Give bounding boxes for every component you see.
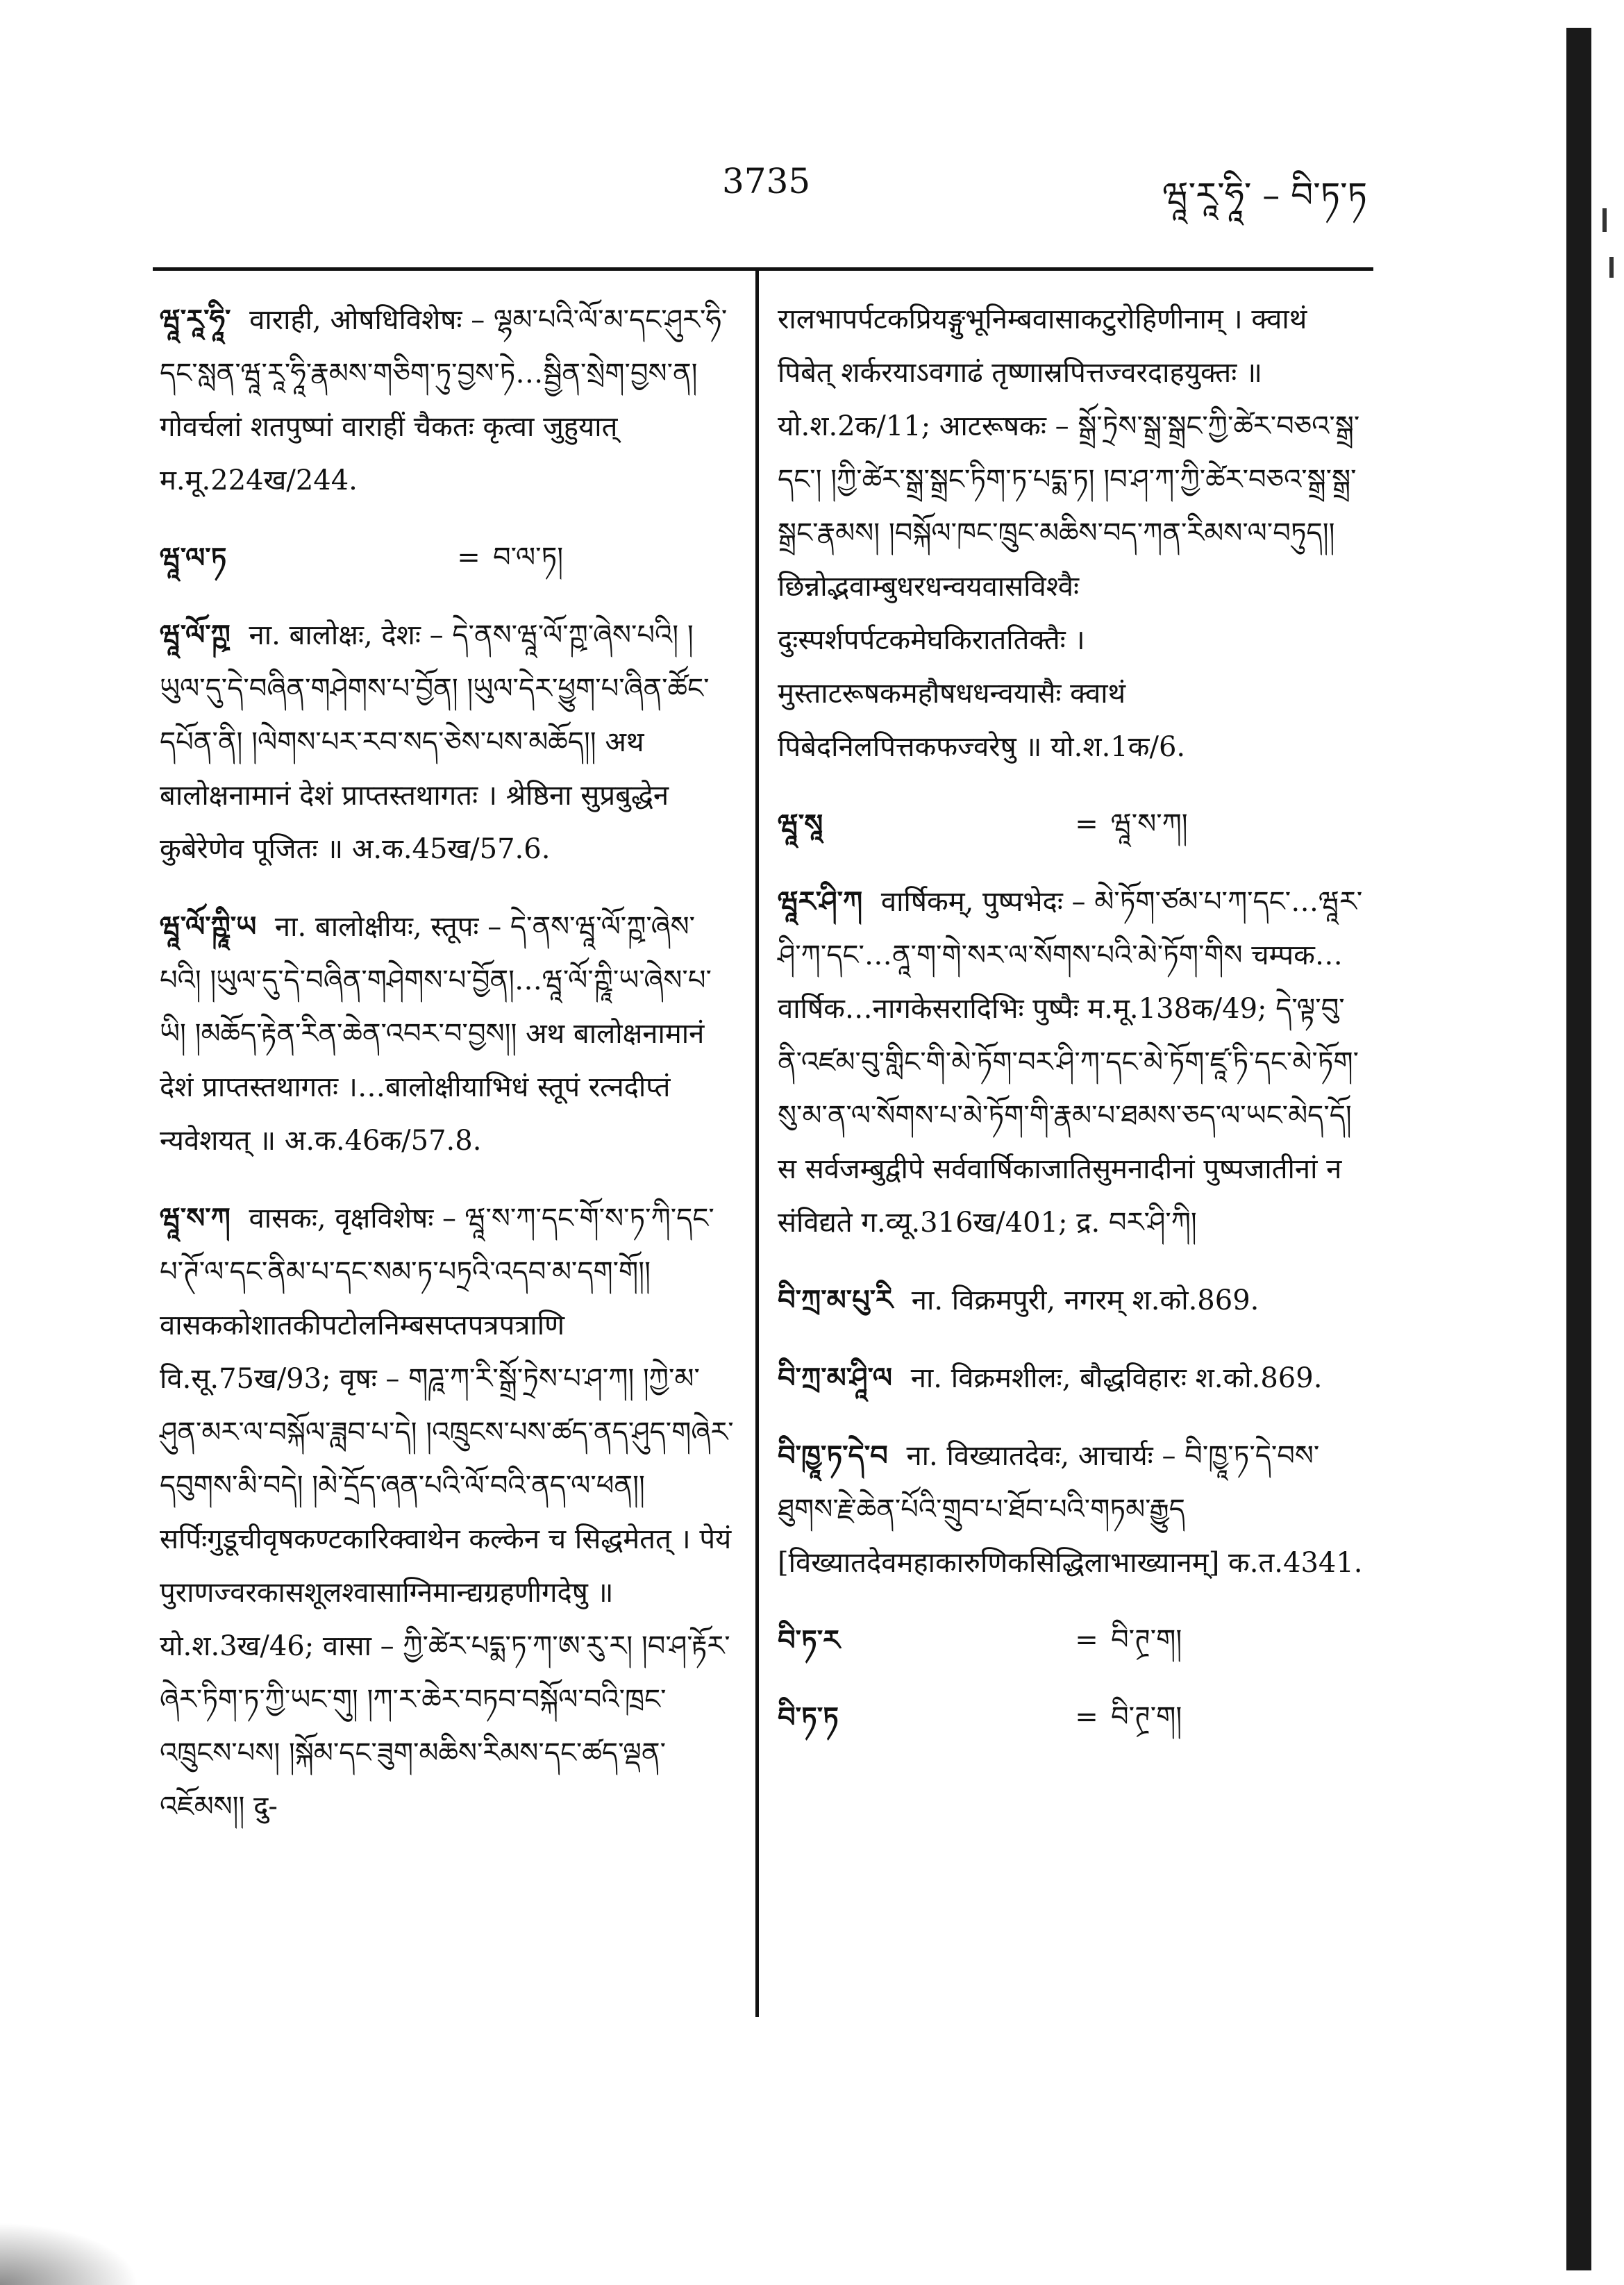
cross-ref-target: ཝཱ་ས་ཀ། bbox=[1111, 808, 1188, 840]
cross-ref-target: བི་ཊྲ་ག། bbox=[1111, 1701, 1182, 1733]
dictionary-entry bbox=[160, 293, 736, 508]
entry-body: वार्षिकम्, पुष्पभेदः – མེ་ཏོག་ཙམ་པ་ཀ་དང་…ཝཱར་ཤི་ཀ་དང་…ནཱ་ག་གེ་སར་ལ་སོགས་པའི་མེ་ཏོག་གིས चम्पक…वार्षिक…नागकेसरादिभिः पुष्पैः म.मू.138क/49; དེ་ལྟ་བུ་ནི་འཛམ་བུ་གླིང་གི་མེ་ཏོག་བར་ཤི་ཀ་དང་མེ་ཏོག་ཛཱ་ཏི་དང་མེ་ཏོག་སུ་མ་ན་ལ་སོགས་པ་མེ་ཏོག་གི་རྣམ་པ་ཐམས་ཅད་ལ་ཡང་མེད་དོ། स सर्वजम्बुद्वीपे सर्ववार्षिकाजातिसुमनादीनां पुष्पजातीनां न संविद्यते ग.व्यू.316ख/401; द्र. བར་ཤི་ཀི། bbox=[778, 886, 1363, 1239]
dictionary-entry bbox=[160, 900, 736, 1168]
column-divider bbox=[755, 271, 759, 2017]
dictionary-entry bbox=[160, 608, 736, 876]
header-rule bbox=[153, 267, 1373, 271]
entry-lemma: ཝཱ་ལོ་ཀྵཱི་ཡ bbox=[160, 910, 257, 943]
entry-lemma: བི་ཀྲ་མ་པུ་རི bbox=[778, 1284, 894, 1316]
equals-sign: = bbox=[1075, 1624, 1098, 1656]
cross-ref-lemma: ཝཱ་སཱ bbox=[778, 808, 823, 841]
dictionary-entry bbox=[778, 1429, 1368, 1590]
dictionary-entry bbox=[778, 1351, 1368, 1405]
cross-ref-lemma: བི་ཏ་ར bbox=[778, 1624, 841, 1657]
dictionary-entry bbox=[778, 1273, 1368, 1328]
left-column bbox=[160, 293, 736, 1857]
edge-mark bbox=[1602, 208, 1607, 232]
equals-sign: = bbox=[1075, 808, 1098, 840]
entry-lemma: ཝཱ་རཱ་ཧཱི་ bbox=[160, 303, 231, 336]
cross-ref-lemma: བི་ཏ་ཏ bbox=[778, 1701, 839, 1734]
entry-lemma: བི་ཀྲ་མ་ཤཱི་ལ bbox=[778, 1362, 892, 1394]
right-column bbox=[778, 293, 1368, 1768]
cross-reference bbox=[778, 798, 1368, 851]
entry-body: ना. बालोक्षः, देशः – དེ་ནས་ཝཱ་ལོ་ཀྵ་ཞེས་པའི། །ཡུལ་དུ་དེ་བཞིན་གཤེགས་པ་བྱོན། །ཡུལ་དེར་ཕྱུག་པ་ཞིན་ཚོང་དཔོན་ནི། །ལེགས་པར་རབ་སད་ཅེས་པས་མཆོད།། अथ बालोक्षनामानं देशं प्राप्तस्तथागतः । श्रेष्ठिना सुप्रबुद्धेन कुबेरेणेव पूजितः ॥ अ.क.45ख/57.6. bbox=[160, 619, 710, 865]
cross-reference bbox=[160, 531, 736, 585]
entry-lemma: ཝཱར་ཤི་ཀ bbox=[778, 885, 863, 918]
page-edge-bar bbox=[1566, 28, 1591, 2270]
equals-sign: = bbox=[457, 542, 480, 574]
cross-ref-target: བ་ལ་ཏ། bbox=[493, 542, 564, 574]
dictionary-entry bbox=[778, 875, 1368, 1250]
entry-body: वासकः, वृक्षविशेषः – ཝཱ་ས་ཀ་དང་གོ་ས་ཏ་ཀི་དང་པ་ཊོ་ལ་དང་ནིམ་པ་དང་སམ་ཏ་པཏྲའི་འདབ་མ་དག་གོ།། वासककोशातकीपटोलनिम्बसप्तपत्रपत्राणि वि.सू.75ख/93; वृषः – གཌཱ་ཀ་རི་སྒྲོ་ཏྲེས་པ་ཤ་ཀ། །ཀྱེ་མ་ཤུན་མར་ལ་བསྐོལ་ཟླབ་པ་དེ། །འཁྲུངས་པས་ཚད་ནད་ཤུད་གཞེར་དབུགས་མི་བདེ། །མེ་དྲོད་ཞན་པའི་ལོ་བའི་ནད་ལ་ཕན།། सर्पिःगुडूचीवृषकण्टकारिक्वाथेन कल्केन च सिद्धमेतत् । पेयं पुराणज्वरकासशूलश्वासाग्निमान्द्यग्रहणीगदेषु ॥ यो.श.3ख/46; वासा – ཀྱི་ཚེར་པདྨ་ཏ་ཀ་ཨ་རུ་ར། །བ་ཤ་རྟོར་ཞེར་ཏིག་ཏ་ཀྱི་ཡང་གུ། །ཀ་ར་ཆེར་བཏབ་བསྐོལ་བའི་ཁྲང་འཁྲུངས་པས། །སྐོམ་དང་ཟུག་མཆིས་རིམས་དང་ཚད་ལྡན་འཇོམས།། दु- bbox=[160, 1203, 734, 1823]
entry-lemma: བི་ཁྱཱ་ཏ་དེ་བ bbox=[778, 1439, 888, 1472]
cross-ref-target: བི་ཊྲ་ག། bbox=[1111, 1624, 1182, 1656]
cross-ref-lemma: ཝཱ་ལ་ཏ bbox=[160, 542, 227, 574]
page-number: 3735 bbox=[722, 161, 811, 201]
cross-reference bbox=[778, 1614, 1368, 1667]
entry-body: वाराही, ओषधिविशेषः – ལྷམ་པའི་ལོ་མ་དང་ཤུར་ཧི་དང་སླན་ཝཱ་རཱ་ཧཱི་རྣམས་གཅིག་ཏུ་བྱས་ཏེ…སྦྱིན་སྲེག་བྱས་ན། गोवर्चलां शतपुष्पां वाराहीं चैकतः कृत्वा जुहुयात् म.मू.224ख/244. bbox=[160, 304, 728, 496]
entry-body: ना. विख्यातदेवः, आचार्यः – བི་ཁྱཱ་ཏ་དེ་བས་ཐུགས་རྗེ་ཆེན་པོའི་གྲུབ་པ་ཐོབ་པའི་གཏམ་རྒྱུད [विख्यातदेवमहाकारुणिकसिद्धिलाभाख्यानम्] क.त.4341. bbox=[778, 1440, 1363, 1579]
edge-mark bbox=[1609, 257, 1614, 278]
entry-lemma: ཝཱ་ས་ཀ bbox=[160, 1202, 231, 1234]
entry-body: ना. विक्रमपुरी, नगरम् श.को.869. bbox=[911, 1284, 1259, 1316]
scan-stain bbox=[0, 2223, 139, 2285]
entry-lemma: ཝཱ་ལོ་ཀྵ bbox=[160, 619, 231, 651]
entry-continuation: रालभापर्पटकप्रियङ्गुभूनिम्बवासाकटुरोहिणीनाम् । क्वाथं पिबेत् शर्करयाऽवगाढं तृष्णास्रपित्तज्वरदाहयुक्तः ॥ यो.श.2क/11; आटरूषकः – སྒྲོ་ཏྲེས་སྒྲ་སྒྲང་ཀྱི་ཚེར་བཅའ་སྒྲ་དང་། །ཀྱི་ཚེར་སྒྲ་སྒྲང་ཏིག་ཏ་པདྨ་ཏ། །བ་ཤ་ཀ་ཀྱི་ཚེར་བཅའ་སྒྲ་སྒྲ་སྒྲང་རྣམས། །བསྐོལ་ཁང་ཁྲུང་མཆིས་བད་ཀན་རིམས་ལ་བཏུད།། छिन्नोद्भवाम्बुधरधन्वयवासविश्वैः दुःस्पर्शपर्पटकमेघकिराततिक्तैः । मुस्ताटरूषकमहौषधधन्वयासैः क्वाथं पिबेदनिलपित्तकफज्वरेषु ॥ यो.श.1क/6. bbox=[778, 303, 1360, 763]
entry-body: ना. बालोक्षीयः, स्तूपः – དེ་ནས་ཝཱ་ལོ་ཀྵ་ཞེས་པའི། །ཡུལ་དུ་དེ་བཞིན་གཤེགས་པ་བྱོན།…ཝཱ་ལོ་ཀྵཱི་ཡ་ཞེས་པ་ཡི། །མཆོད་རྟེན་རིན་ཆེན་འབར་བ་བྱས།། अथ बालोक्षनामानं देशं प्राप्तस्तथागतः ।…बालोक्षीयाभिधं स्तूपं रत्नदीप्तं न्यवेशयत् ॥ अ.क.46क/57.8. bbox=[160, 911, 712, 1157]
cross-reference bbox=[778, 1691, 1368, 1744]
equals-sign: = bbox=[1075, 1701, 1098, 1733]
dictionary-entry bbox=[160, 1191, 736, 1834]
running-head: ཝཱ་རཱ་ཧཱི་ – བི་ཏ་ཏ bbox=[1162, 175, 1367, 215]
entry-body: ना. विक्रमशीलः, बौद्धविहारः श.को.869. bbox=[910, 1362, 1323, 1394]
